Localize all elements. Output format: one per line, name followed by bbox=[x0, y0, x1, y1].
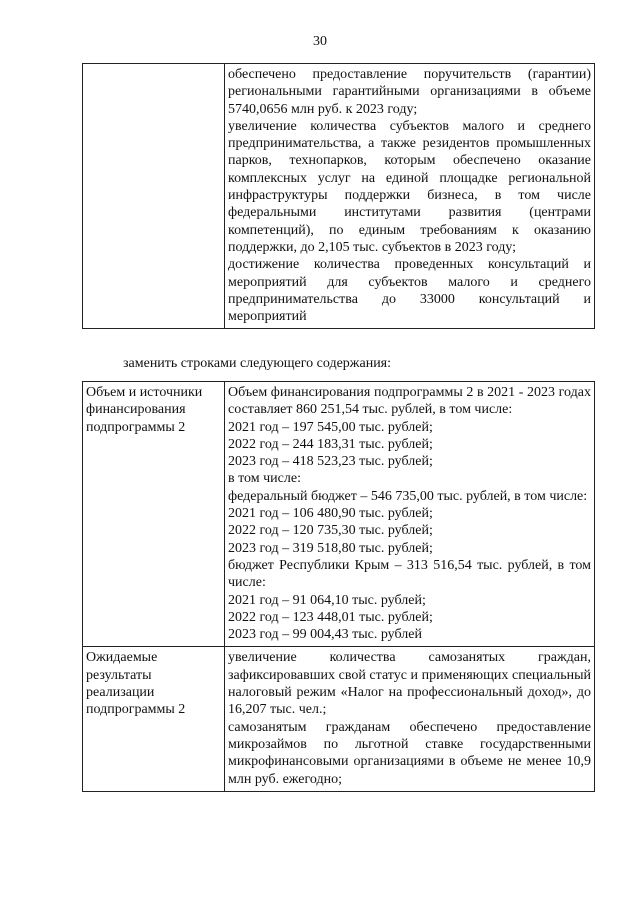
funding-line: 2021 год – 197 545,00 тыс. рублей; bbox=[228, 419, 433, 435]
results-label-cell: Ожидаемые результаты реализации подпрограммы 2 bbox=[83, 647, 225, 791]
funding-label-cell: Объем и источники финансирования подпрограммы 2 bbox=[83, 382, 225, 647]
smb-residents-item: увеличение количества субъектов малого и среднего предпринимательства, а также резидентов промышленных парков, технопарков, которым обеспечено оказание комплексных услуг на единой площадке региональной инфраструктуры поддержки бизнеса, в том числе федеральными институтами развития (центрами компетенций), по единым требованиям к оказанию поддержки, до 2,105 тыс. субъектов в 2023 году; bbox=[228, 118, 591, 255]
funding-line: 2023 год – 418 523,23 тыс. рублей; bbox=[228, 454, 433, 470]
funding-line: 2021 год – 106 480,90 тыс. рублей; bbox=[228, 506, 433, 522]
self-employed-item: увеличение количества самозанятых граждан, зафиксировавших свой статус и применяющих специальный налоговый режим «Налог на профессиональный доход», до 16,207 тыс. чел.; bbox=[228, 650, 591, 718]
table-row bbox=[83, 64, 595, 329]
consultations-item: достижение количества проведенных консультаций и мероприятий для субъектов малого и среднего предпринимательства до 33000 консультаций и мероприятий bbox=[228, 257, 591, 325]
funding-line: в том числе: bbox=[228, 471, 301, 487]
regional-budget-line: бюджет Республики Крым – 313 516,54 тыс. рублей, в том числе: bbox=[228, 557, 591, 591]
table-row bbox=[83, 647, 595, 791]
funding-line: 2022 год – 120 735,30 тыс. рублей; bbox=[228, 523, 433, 539]
top-table-right-cell bbox=[225, 64, 595, 329]
funding-total: Объем финансирования подпрограммы 2 в 2021 - 2023 годах составляет 860 251,54 тыс. рублей, в том числе: bbox=[228, 385, 591, 418]
funding-line: 2023 год – 319 518,80 тыс. рублей; bbox=[228, 540, 433, 556]
bottom-table bbox=[82, 381, 595, 792]
top-table bbox=[82, 63, 595, 329]
funding-details-cell bbox=[225, 382, 595, 647]
funding-line: 2022 год – 123 448,01 тыс. рублей; bbox=[228, 609, 433, 625]
page-number: 30 bbox=[313, 34, 327, 49]
funding-line: 2021 год – 91 064,10 тыс. рублей; bbox=[228, 592, 426, 608]
results-details-cell bbox=[225, 647, 595, 791]
replace-instruction: заменить строками следующего содержания: bbox=[123, 356, 392, 371]
top-table-left-cell bbox=[83, 64, 225, 329]
funding-line: 2022 год – 244 183,31 тыс. рублей; bbox=[228, 436, 433, 452]
guarantees-item: обеспечено предоставление поручительств (гарантии) региональными гарантийными организациями в объеме 5740,0656 млн руб. к 2023 году; bbox=[228, 67, 591, 117]
table-row bbox=[83, 382, 595, 647]
microloans-item: самозанятым гражданам обеспечено предоставление микрозаймов по льготной ставке государственными микрофинансовыми организациями в объеме не менее 10,9 млн руб. ежегодно; bbox=[228, 719, 591, 787]
funding-line: 2023 год – 99 004,43 тыс. рублей bbox=[228, 627, 422, 643]
federal-budget-line: федеральный бюджет – 546 735,00 тыс. рублей, в том числе: bbox=[228, 488, 588, 504]
